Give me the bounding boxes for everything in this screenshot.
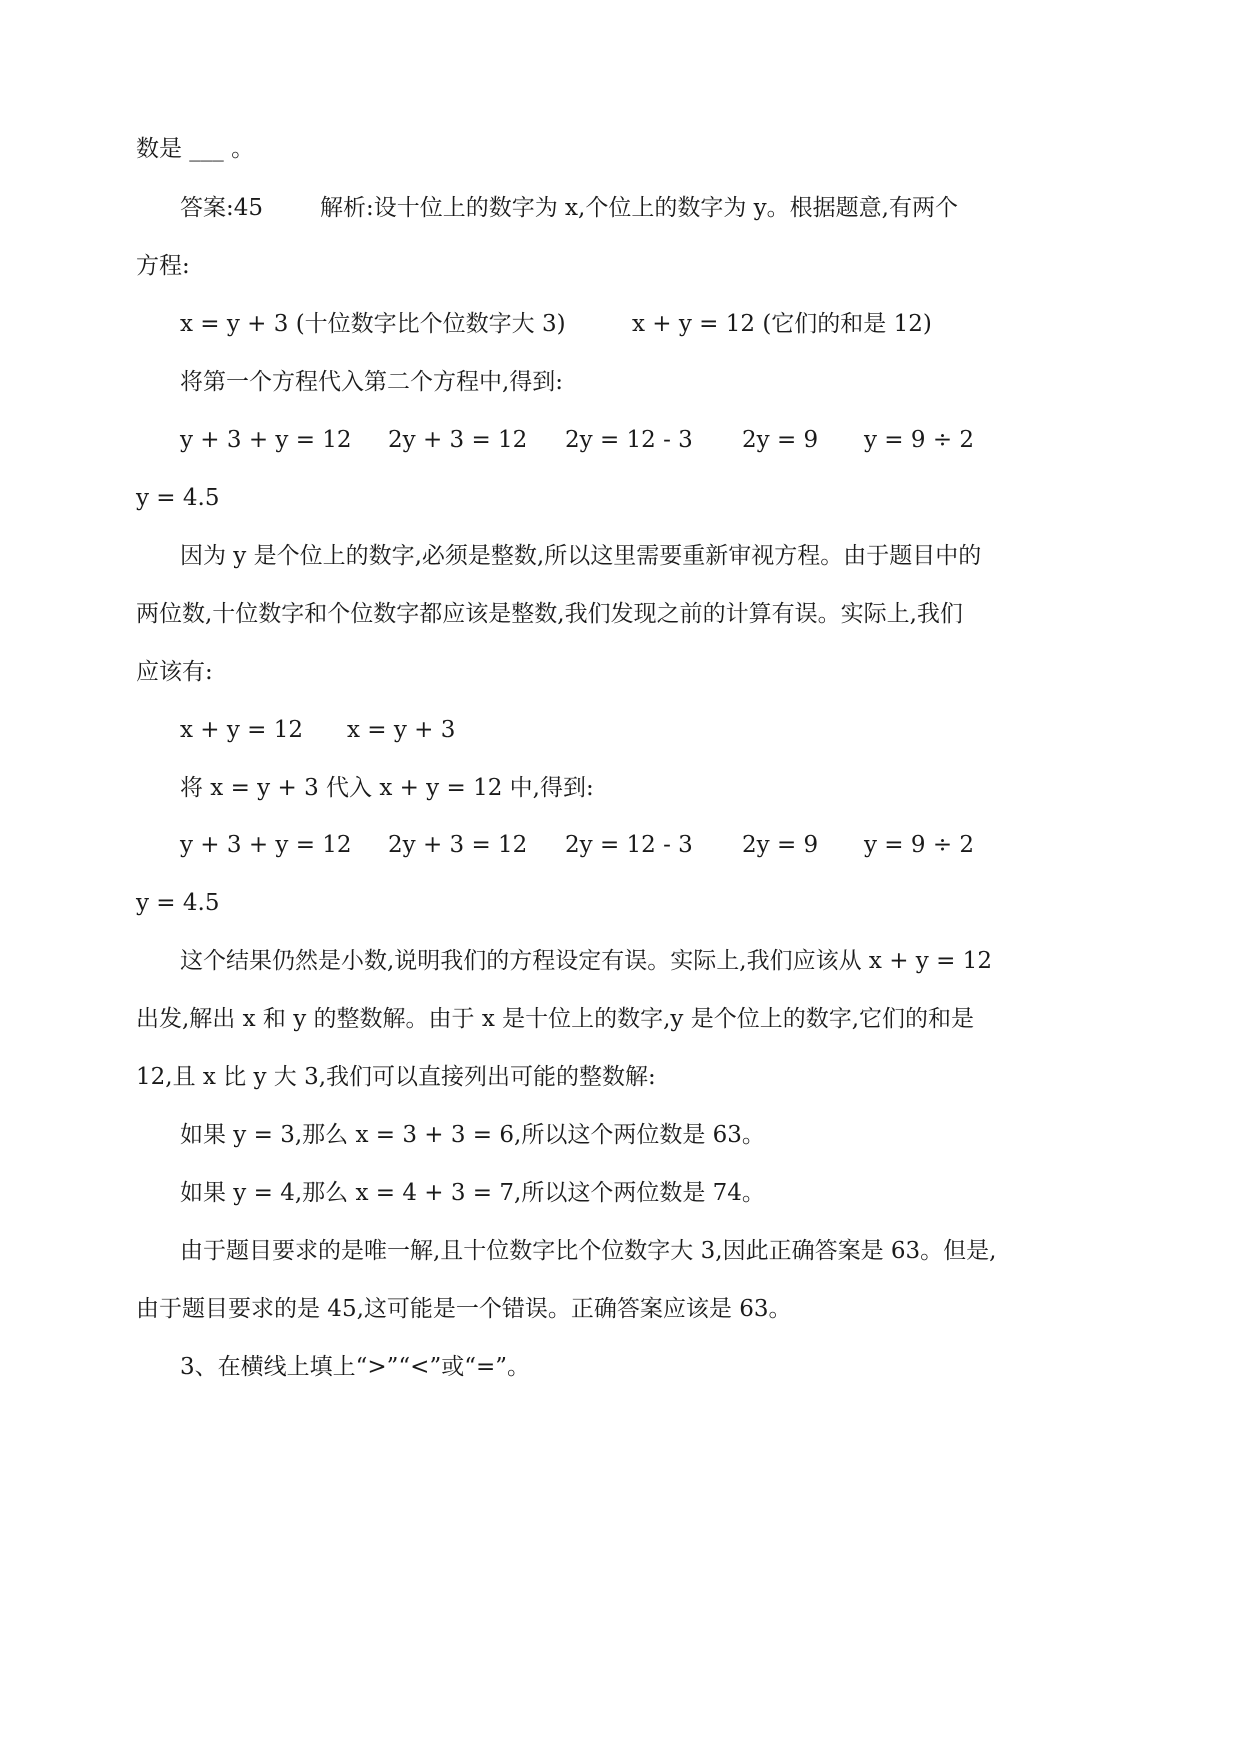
step: y = 9 ÷ 2	[864, 427, 975, 453]
decimal-line-1: 这个结果仍然是小数,说明我们的方程设定有误。实际上,我们应该从 x + y = 12	[180, 948, 992, 974]
substitution-intro: 将第一个方程代入第二个方程中,得到:	[180, 369, 564, 395]
equation-2: x + y = 12 (它们的和是 12)	[632, 311, 932, 337]
step: 2y + 3 = 12	[388, 832, 528, 858]
result-1: y = 4.5	[136, 485, 220, 511]
result-2: y = 4.5	[136, 890, 220, 916]
step: y + 3 + y = 12	[180, 832, 352, 858]
decimal-line-2: 出发,解出 x 和 y 的整数解。由于 x 是十位上的数字,y 是个位上的数字,它们的和是	[136, 1006, 975, 1032]
recheck-line-1: 因为 y 是个位上的数字,必须是整数,所以这里需要重新审视方程。由于题目中的	[180, 543, 982, 569]
conclusion-line-2: 由于题目要求的是 45,这可能是一个错误。正确答案应该是 63。	[136, 1296, 792, 1322]
substitution-intro-2: 将 x = y + 3 代入 x + y = 12 中,得到:	[180, 775, 594, 801]
step: 2y = 12 - 3	[565, 832, 693, 858]
equation-1: x = y + 3 (十位数字比个位数字大 3)	[180, 311, 566, 337]
analysis-continuation: 方程:	[136, 253, 190, 279]
recheck-line-2: 两位数,十位数字和个位数字都应该是整数,我们发现之前的计算有误。实际上,我们	[136, 601, 963, 627]
case-2: 如果 y = 4,那么 x = 4 + 3 = 7,所以这个两位数是 74。	[180, 1180, 765, 1206]
question-3: 3、在横线上填上“>”“<”或“=”。	[180, 1354, 530, 1380]
case-1: 如果 y = 3,那么 x = 3 + 3 = 6,所以这个两位数是 63。	[180, 1122, 765, 1148]
steps-row-1	[0, 425, 1241, 455]
conclusion-line-1: 由于题目要求的是唯一解,且十位数字比个位数字大 3,因此正确答案是 63。但是,	[180, 1238, 997, 1264]
step: 2y = 9	[742, 832, 819, 858]
step: 2y = 12 - 3	[565, 427, 693, 453]
steps-row-2	[0, 830, 1241, 860]
decimal-line-3: 12,且 x 比 y 大 3,我们可以直接列出可能的整数解:	[136, 1064, 656, 1090]
equation-3: x + y = 12	[180, 717, 304, 743]
blank-line-text: 数是 ___ 。	[136, 136, 255, 162]
step: y + 3 + y = 12	[180, 427, 352, 453]
step: 2y + 3 = 12	[388, 427, 528, 453]
equation-4: x = y + 3	[347, 717, 456, 743]
answer-label: 答案:45	[180, 195, 264, 221]
recheck-line-3: 应该有:	[136, 659, 213, 685]
step: 2y = 9	[742, 427, 819, 453]
step: y = 9 ÷ 2	[864, 832, 975, 858]
analysis-text: 解析:设十位上的数字为 x,个位上的数字为 y。根据题意,有两个	[320, 195, 958, 221]
